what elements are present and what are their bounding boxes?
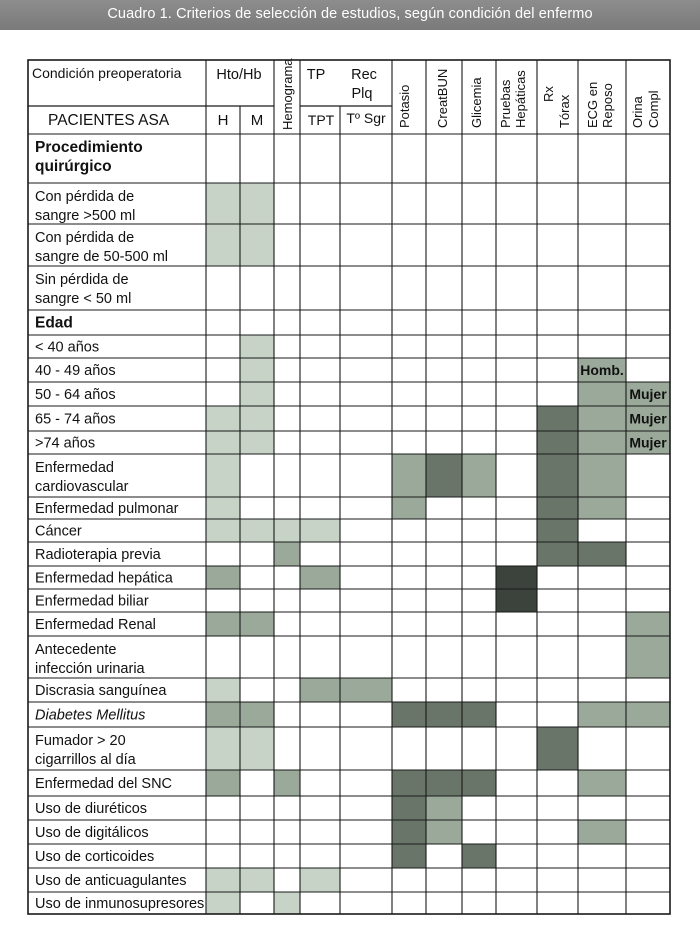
shaded-cell — [462, 770, 496, 796]
row-label: 50 - 64 años — [35, 387, 116, 403]
shaded-cell — [537, 454, 578, 497]
shaded-cell — [240, 868, 274, 892]
shaded-cell — [578, 382, 626, 406]
shaded-cell — [206, 702, 240, 727]
header-hto-hb: Hto/Hb — [216, 67, 262, 83]
shaded-cell — [206, 770, 240, 796]
shaded-cell — [426, 454, 462, 497]
shaded-cell — [426, 770, 462, 796]
shaded-cell — [274, 519, 300, 542]
shaded-cell — [537, 431, 578, 454]
shaded-cell — [426, 820, 462, 844]
shaded-cell — [274, 892, 300, 914]
row-label: Uso de inmunosupresores — [35, 896, 205, 912]
row-label: 40 - 49 años — [35, 363, 116, 379]
cell-note: Mujer — [629, 410, 667, 427]
row-label: Enfermedad pulmonar — [35, 501, 179, 517]
shaded-cell — [426, 796, 462, 820]
vertical-header: Hemograma — [280, 58, 295, 130]
shaded-cell — [426, 702, 462, 727]
shaded-cell — [626, 636, 670, 678]
shaded-cell — [206, 519, 240, 542]
shaded-cell — [240, 335, 274, 358]
shaded-cell — [206, 612, 240, 636]
shaded-cell — [206, 454, 240, 497]
row-label: Con pérdida de sangre >500 ml — [35, 189, 136, 224]
shaded-cell — [240, 406, 274, 431]
shaded-cell — [578, 702, 626, 727]
shaded-cell — [206, 431, 240, 454]
subheader-m: M — [250, 112, 264, 129]
row-label: 65 - 74 años — [35, 411, 116, 428]
shaded-cell — [537, 542, 578, 566]
shaded-cell — [300, 868, 340, 892]
vertical-header: Potasio — [397, 84, 412, 128]
vertical-header: CreatBUN — [435, 68, 450, 128]
vertical-header: Pruebas — [498, 79, 513, 128]
shaded-cell — [392, 820, 426, 844]
shaded-cell — [274, 770, 300, 796]
row-label: Enfermedad hepática — [35, 570, 173, 587]
shaded-cell — [392, 702, 426, 727]
shaded-cell — [537, 497, 578, 519]
shaded-cell — [274, 542, 300, 566]
shaded-cell — [496, 589, 537, 612]
header-asa-label: PACIENTES ASA — [48, 112, 170, 129]
header-tp: TP — [306, 67, 326, 83]
subheader-h: H — [217, 112, 229, 129]
shaded-cell — [206, 497, 240, 519]
row-label: Enfermedad Renal — [35, 617, 156, 633]
shaded-cell — [578, 406, 626, 431]
row-label: Uso de digitálicos — [35, 825, 149, 841]
row-label: Radioterapia previa — [35, 547, 161, 563]
shaded-cell — [392, 796, 426, 820]
shaded-cell — [206, 566, 240, 589]
shaded-cell — [626, 612, 670, 636]
vertical-header: Orina — [630, 96, 645, 128]
shaded-cell — [240, 431, 274, 454]
shaded-cell — [392, 770, 426, 796]
shaded-cell — [340, 678, 392, 702]
shaded-cell — [240, 183, 274, 224]
shaded-cell — [206, 678, 240, 702]
shaded-cell — [578, 542, 626, 566]
shaded-cell — [240, 519, 274, 542]
shaded-cell — [206, 868, 240, 892]
shaded-cell — [578, 497, 626, 519]
shaded-cell — [578, 770, 626, 796]
shaded-cell — [300, 519, 340, 542]
row-label: Procedimiento quirúrgico — [35, 139, 143, 175]
shaded-cell — [240, 382, 274, 406]
vertical-header: Hepáticas — [513, 70, 528, 128]
shaded-cell — [392, 454, 426, 497]
row-label: Uso de corticoides — [35, 849, 155, 865]
shaded-cell — [206, 727, 240, 770]
shaded-cell — [206, 224, 240, 266]
header-rec: Rec — [351, 67, 377, 83]
vertical-header: Tórax — [557, 94, 572, 128]
row-label: >74 años — [35, 435, 96, 452]
shaded-cell — [300, 566, 340, 589]
row-label: Uso de anticuagulantes — [35, 873, 187, 889]
row-label: Edad — [35, 314, 73, 332]
subheader-t-sgr: Tº Sgr — [346, 110, 386, 126]
row-label: Discrasia sanguínea — [35, 683, 167, 699]
shaded-cell — [240, 224, 274, 266]
header-condition-label: Condición preoperatoria — [32, 65, 182, 81]
shaded-cell — [240, 702, 274, 727]
shaded-cell — [206, 892, 240, 914]
vertical-header: Rx — [541, 86, 556, 102]
shaded-cell — [300, 678, 340, 702]
shaded-cell — [240, 727, 274, 770]
row-label: Fumador > 20 cigarrillos al día — [35, 733, 136, 768]
row-label: Enfermedad biliar — [35, 593, 149, 610]
cell-note: Mujer — [629, 434, 667, 451]
shaded-cell — [462, 702, 496, 727]
row-label: Antecedente infección urinaria — [35, 642, 145, 677]
shaded-cell — [392, 497, 426, 519]
row-label: Enfermedad del SNC — [35, 776, 173, 792]
vertical-header: ECG en — [585, 81, 600, 128]
shaded-cell — [537, 519, 578, 542]
vertical-header: Compl — [646, 90, 661, 128]
shaded-cell — [578, 820, 626, 844]
shaded-cell — [578, 431, 626, 454]
shaded-cell — [496, 566, 537, 589]
row-label: < 40 años — [35, 339, 100, 356]
shaded-cell — [462, 454, 496, 497]
shaded-cell — [537, 406, 578, 431]
header-plq: Plq — [351, 86, 373, 102]
shaded-cell — [462, 844, 496, 868]
vertical-header: Glicemia — [469, 77, 484, 128]
shaded-cell — [206, 406, 240, 431]
shaded-cell — [578, 454, 626, 497]
row-label: Cáncer — [35, 523, 82, 540]
row-label: Diabetes Mellitus — [35, 707, 146, 724]
shaded-cell — [392, 844, 426, 868]
cell-note: Mujer — [629, 386, 667, 402]
shaded-cell — [537, 727, 578, 770]
subheader-tpt: TPT — [307, 112, 335, 128]
vertical-header: Reposo — [600, 83, 615, 128]
shaded-cell — [206, 183, 240, 224]
shaded-cell — [240, 358, 274, 382]
shaded-cell — [240, 612, 274, 636]
shaded-cell — [626, 702, 670, 727]
row-label: Con pérdida de sangre de 50-500 ml — [35, 230, 168, 265]
row-label: Enfermedad cardiovascular — [35, 460, 129, 495]
row-label: Uso de diuréticos — [35, 801, 148, 817]
cell-note: Homb. — [580, 362, 624, 378]
table-caption: Cuadro 1. Criterios de selección de estudios, según condición del enfermo — [107, 6, 593, 22]
row-label: Sin pérdida de sangre < 50 ml — [35, 272, 132, 307]
